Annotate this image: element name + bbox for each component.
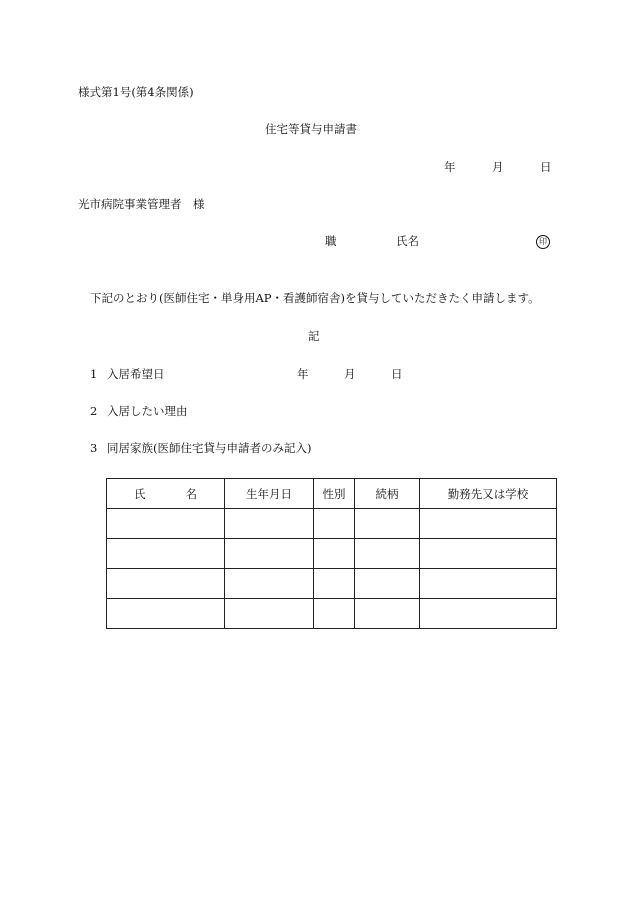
name-label: 氏名 (396, 234, 419, 248)
date-day: 日 (540, 160, 552, 174)
header-name (107, 479, 225, 509)
header-gender: 性別 (314, 479, 355, 509)
header-birthdate: 生年月日 (225, 479, 314, 509)
cell-relationship[interactable] (355, 599, 420, 629)
cell-gender[interactable] (314, 569, 355, 599)
cell-birthdate[interactable] (225, 599, 314, 629)
table-row (107, 599, 557, 629)
item-1-year: 年 (297, 367, 309, 381)
item-1-label: 入居希望日 (107, 367, 165, 381)
date-year: 年 (444, 160, 456, 174)
header-name-family: 氏 (134, 486, 146, 501)
item-2-label: 入居したい理由 (107, 404, 188, 418)
seal-mark (536, 235, 550, 249)
seal-circle: 印 (536, 235, 550, 249)
item-1-day: 日 (391, 367, 403, 381)
family-table-header-row (107, 479, 557, 509)
item-3-label: 同居家族(医師住宅貸与申請者のみ記入) (107, 441, 312, 455)
cell-workplace[interactable] (420, 569, 557, 599)
item-1-month: 月 (344, 367, 356, 381)
header-name-given: 名 (185, 486, 197, 501)
form-number: 様式第1号(第4条関係) (78, 85, 194, 99)
cell-relationship[interactable] (355, 569, 420, 599)
table-row (107, 509, 557, 539)
position-label: 職 (325, 234, 337, 248)
ki-heading: 記 (308, 329, 320, 343)
cell-gender[interactable] (314, 539, 355, 569)
page-title: 住宅等貸与申請書 (265, 122, 357, 136)
cell-gender[interactable] (314, 599, 355, 629)
cell-name[interactable] (107, 569, 225, 599)
cell-name[interactable] (107, 539, 225, 569)
table-row (107, 569, 557, 599)
item-2-number: 2 (90, 404, 98, 418)
cell-relationship[interactable] (355, 509, 420, 539)
cell-birthdate[interactable] (225, 539, 314, 569)
cell-name[interactable] (107, 509, 225, 539)
header-workplace-school: 勤務先又は学校 (420, 479, 557, 509)
cell-workplace[interactable] (420, 539, 557, 569)
item-3-number: 3 (90, 441, 98, 455)
cell-birthdate[interactable] (225, 509, 314, 539)
cell-workplace[interactable] (420, 509, 557, 539)
cell-birthdate[interactable] (225, 569, 314, 599)
cell-workplace[interactable] (420, 599, 557, 629)
header-relationship: 続柄 (355, 479, 420, 509)
addressee: 光市病院事業管理者 様 (78, 197, 205, 211)
cell-name[interactable] (107, 599, 225, 629)
body-text: 下記のとおり(医師住宅・単身用AP・看護師宿舎)を貸与していただきたく申請します。 (90, 291, 540, 305)
cell-gender[interactable] (314, 509, 355, 539)
cell-relationship[interactable] (355, 539, 420, 569)
item-1-number: 1 (90, 367, 98, 381)
family-table (106, 478, 557, 629)
date-month: 月 (492, 160, 504, 174)
table-row (107, 539, 557, 569)
